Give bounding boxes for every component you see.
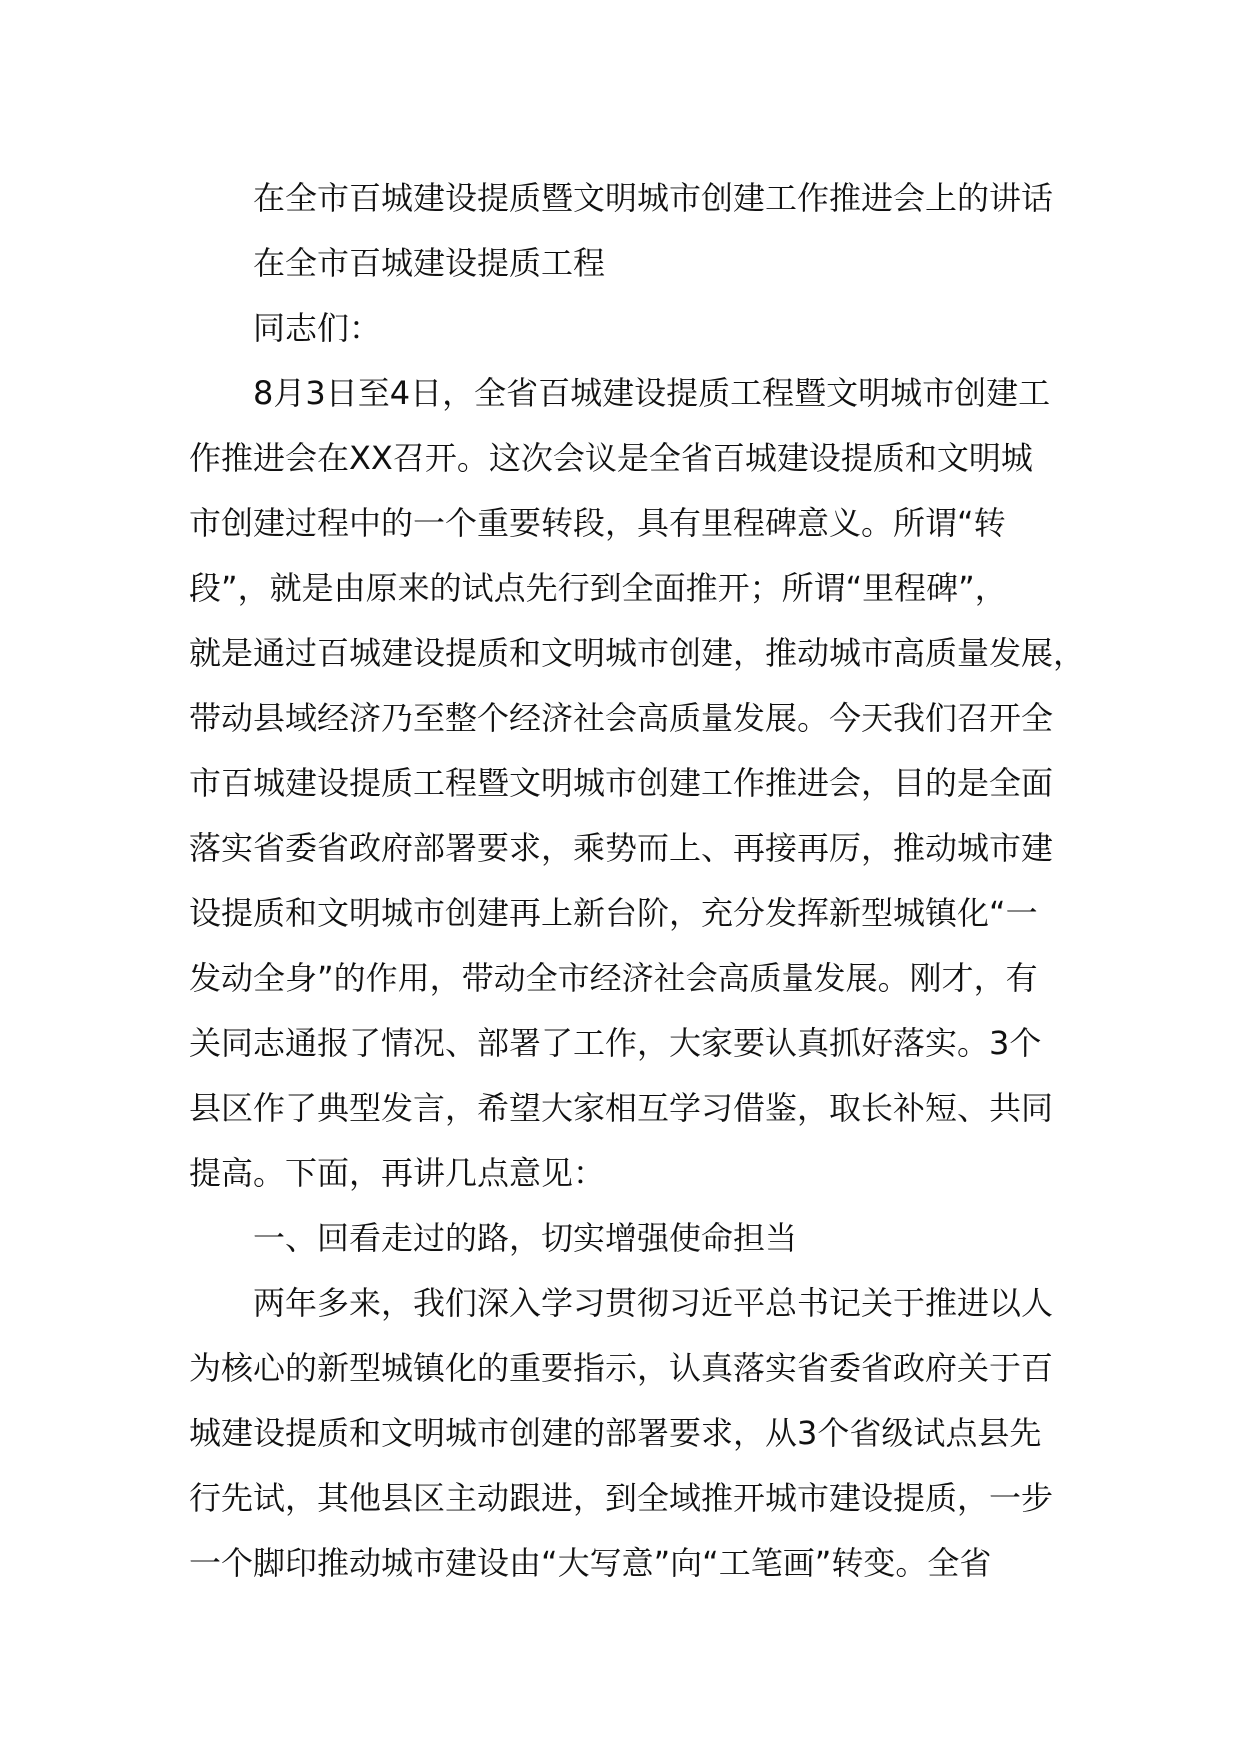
- paragraph-line: 带动县域经济乃至整个经济社会高质量发展。今天我们召开全: [189, 699, 1054, 737]
- document-subtitle: 在全市百城建设提质工程: [253, 244, 606, 282]
- document-body: [189, 166, 1086, 1596]
- paragraph-line: 设提质和文明城市创建再上新台阶，充分发挥新型城镇化“一: [189, 894, 1038, 932]
- paragraph-line: 作推进会在XX召开。这次会议是全省百城建设提质和文明城: [189, 439, 1033, 477]
- paragraph-line: 提高。下面，再讲几点意见：: [189, 1154, 606, 1192]
- paragraph-line: 市创建过程中的一个重要转段，具有里程碑意义。所谓“转: [189, 504, 1006, 542]
- section-heading: 一、回看走过的路，切实增强使命担当: [253, 1219, 798, 1257]
- document-title: 在全市百城建设提质暨文明城市创建工作推进会上的讲话: [253, 179, 1054, 217]
- paragraph-line: 段”，就是由原来的试点先行到全面推开；所谓“里程碑”，: [189, 569, 1007, 607]
- section-paragraph-line: 一个脚印推动城市建设由“大写意”向“工笔画”转变。全省: [189, 1544, 992, 1582]
- paragraph-line: 落实省委省政府部署要求，乘势而上、再接再厉，推动城市建: [189, 829, 1054, 867]
- paragraph-line: 发动全身”的作用，带动全市经济社会高质量发展。刚才，有: [189, 959, 1038, 997]
- paragraph-line: 就是通过百城建设提质和文明城市创建，推动城市高质量发展，: [189, 634, 1086, 672]
- paragraph-line: 8月3日至4日，全省百城建设提质工程暨文明城市创建工: [253, 374, 1051, 412]
- paragraph-line: 关同志通报了情况、部署了工作，大家要认真抓好落实。3个: [189, 1024, 1042, 1062]
- section-paragraph-line: 两年多来，我们深入学习贯彻习近平总书记关于推进以人: [253, 1284, 1054, 1322]
- salutation: 同志们：: [253, 309, 382, 347]
- paragraph-line: 市百城建设提质工程暨文明城市创建工作推进会，目的是全面: [189, 764, 1054, 802]
- section-paragraph-line: 行先试，其他县区主动跟进，到全域推开城市建设提质，一步: [189, 1479, 1054, 1517]
- section-paragraph-line: 为核心的新型城镇化的重要指示，认真落实省委省政府关于百: [189, 1349, 1054, 1387]
- paragraph-line: 县区作了典型发言，希望大家相互学习借鉴，取长补短、共同: [189, 1089, 1054, 1127]
- section-paragraph-line: 城建设提质和文明城市创建的部署要求，从3个省级试点县先: [189, 1414, 1042, 1452]
